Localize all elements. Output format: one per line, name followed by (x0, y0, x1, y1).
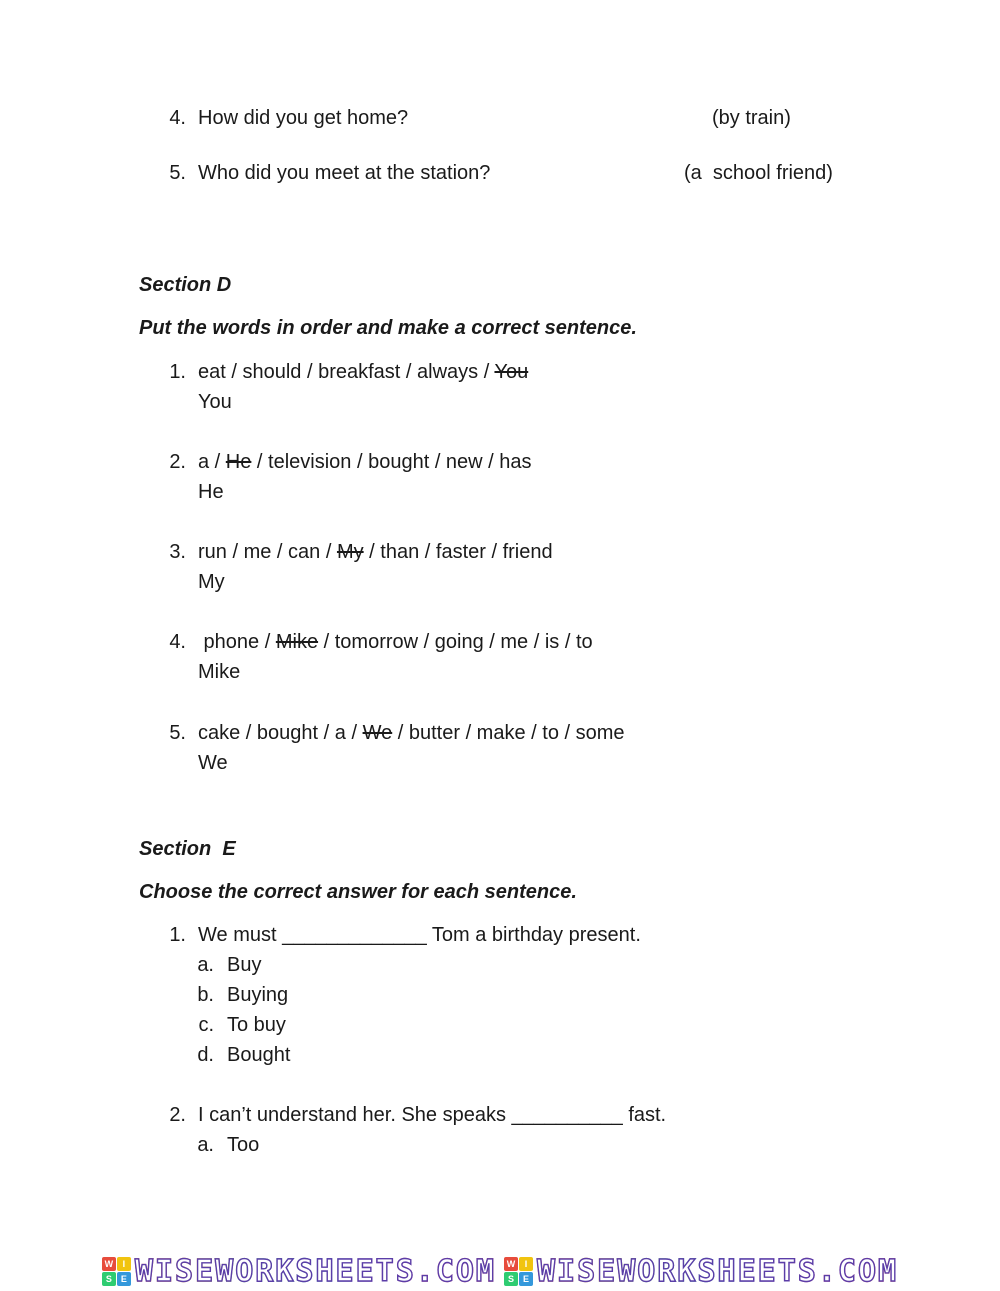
footer-watermark (0, 1252, 1000, 1291)
option-text: Buying (227, 984, 289, 1006)
answer-start: He (198, 481, 224, 503)
item-number: 2. (169, 451, 186, 473)
scrambled-words (198, 630, 593, 654)
struck-word: Mike (275, 631, 319, 653)
word-list-before: cake / bought / a / (198, 722, 363, 744)
answer-start: We (198, 752, 228, 774)
word-list-after: / tomorrow / going / me / is / to (318, 631, 593, 653)
logo-block: W (504, 1257, 518, 1271)
question-number: 5. (169, 162, 186, 184)
question-number: 4. (169, 107, 186, 129)
word-list-before: run / me / can / (198, 541, 337, 563)
logo-block: S (504, 1272, 518, 1286)
watermark-logo (504, 1254, 898, 1289)
answer-start: My (198, 571, 225, 593)
question-number: 2. (169, 1104, 186, 1126)
logo-block: E (519, 1272, 533, 1286)
option-text: Buy (227, 954, 262, 976)
section-d-instruction: Put the words in order and make a correct sentence. (139, 317, 637, 339)
logo-block: W (102, 1257, 116, 1271)
question-hint: (a school friend) (684, 162, 833, 184)
option-letter: a. (197, 1134, 214, 1156)
logo-block: I (519, 1257, 533, 1271)
word-list-after: / than / faster / friend (363, 541, 553, 563)
section-e-title: Section E (139, 838, 236, 860)
option-text: To buy (227, 1014, 286, 1036)
scrambled-words (198, 450, 532, 474)
option-text: Too (227, 1134, 260, 1156)
question-text: How did you get home? (198, 107, 409, 129)
option-letter: d. (197, 1044, 214, 1066)
struck-word: My (336, 541, 364, 563)
logo-block: E (117, 1272, 131, 1286)
question-text: I can’t understand her. She speaks __________ fast. (198, 1104, 667, 1126)
option-text: Bought (227, 1044, 291, 1066)
scrambled-words (198, 721, 625, 745)
word-list-before: phone / (198, 631, 276, 653)
scrambled-words (198, 360, 528, 384)
question-number: 1. (169, 924, 186, 946)
answer-start: You (198, 391, 232, 413)
logo-icon (504, 1257, 533, 1286)
question-hint: (by train) (712, 107, 791, 129)
section-d-title: Section D (139, 274, 232, 296)
question-text: We must _____________ Tom a birthday present. (198, 924, 641, 946)
word-list-after: / butter / make / to / some (392, 722, 625, 744)
word-list-before: a / (198, 451, 226, 473)
struck-word: You (494, 361, 529, 383)
struck-word: We (362, 722, 393, 744)
word-list-before: eat / should / breakfast / always / (198, 361, 495, 383)
watermark-logo (102, 1254, 496, 1289)
item-number: 4. (169, 631, 186, 653)
item-number: 5. (169, 722, 186, 744)
item-number: 1. (169, 361, 186, 383)
option-letter: a. (197, 954, 214, 976)
question-text: Who did you meet at the station? (198, 162, 491, 184)
logo-icon (102, 1257, 131, 1286)
option-letter: c. (198, 1014, 214, 1036)
word-list-after: / television / bought / new / has (251, 451, 532, 473)
logo-block: I (117, 1257, 131, 1271)
struck-word: He (225, 451, 252, 473)
item-number: 3. (169, 541, 186, 563)
answer-start: Mike (198, 661, 241, 683)
scrambled-words (198, 540, 553, 564)
watermark-brand-text: WISEWORKSHEETS.COM (134, 1254, 496, 1289)
watermark-brand-text: WISEWORKSHEETS.COM (537, 1254, 899, 1289)
option-letter: b. (197, 984, 214, 1006)
logo-block: S (102, 1272, 116, 1286)
section-e-instruction: Choose the correct answer for each sentence. (139, 881, 577, 903)
